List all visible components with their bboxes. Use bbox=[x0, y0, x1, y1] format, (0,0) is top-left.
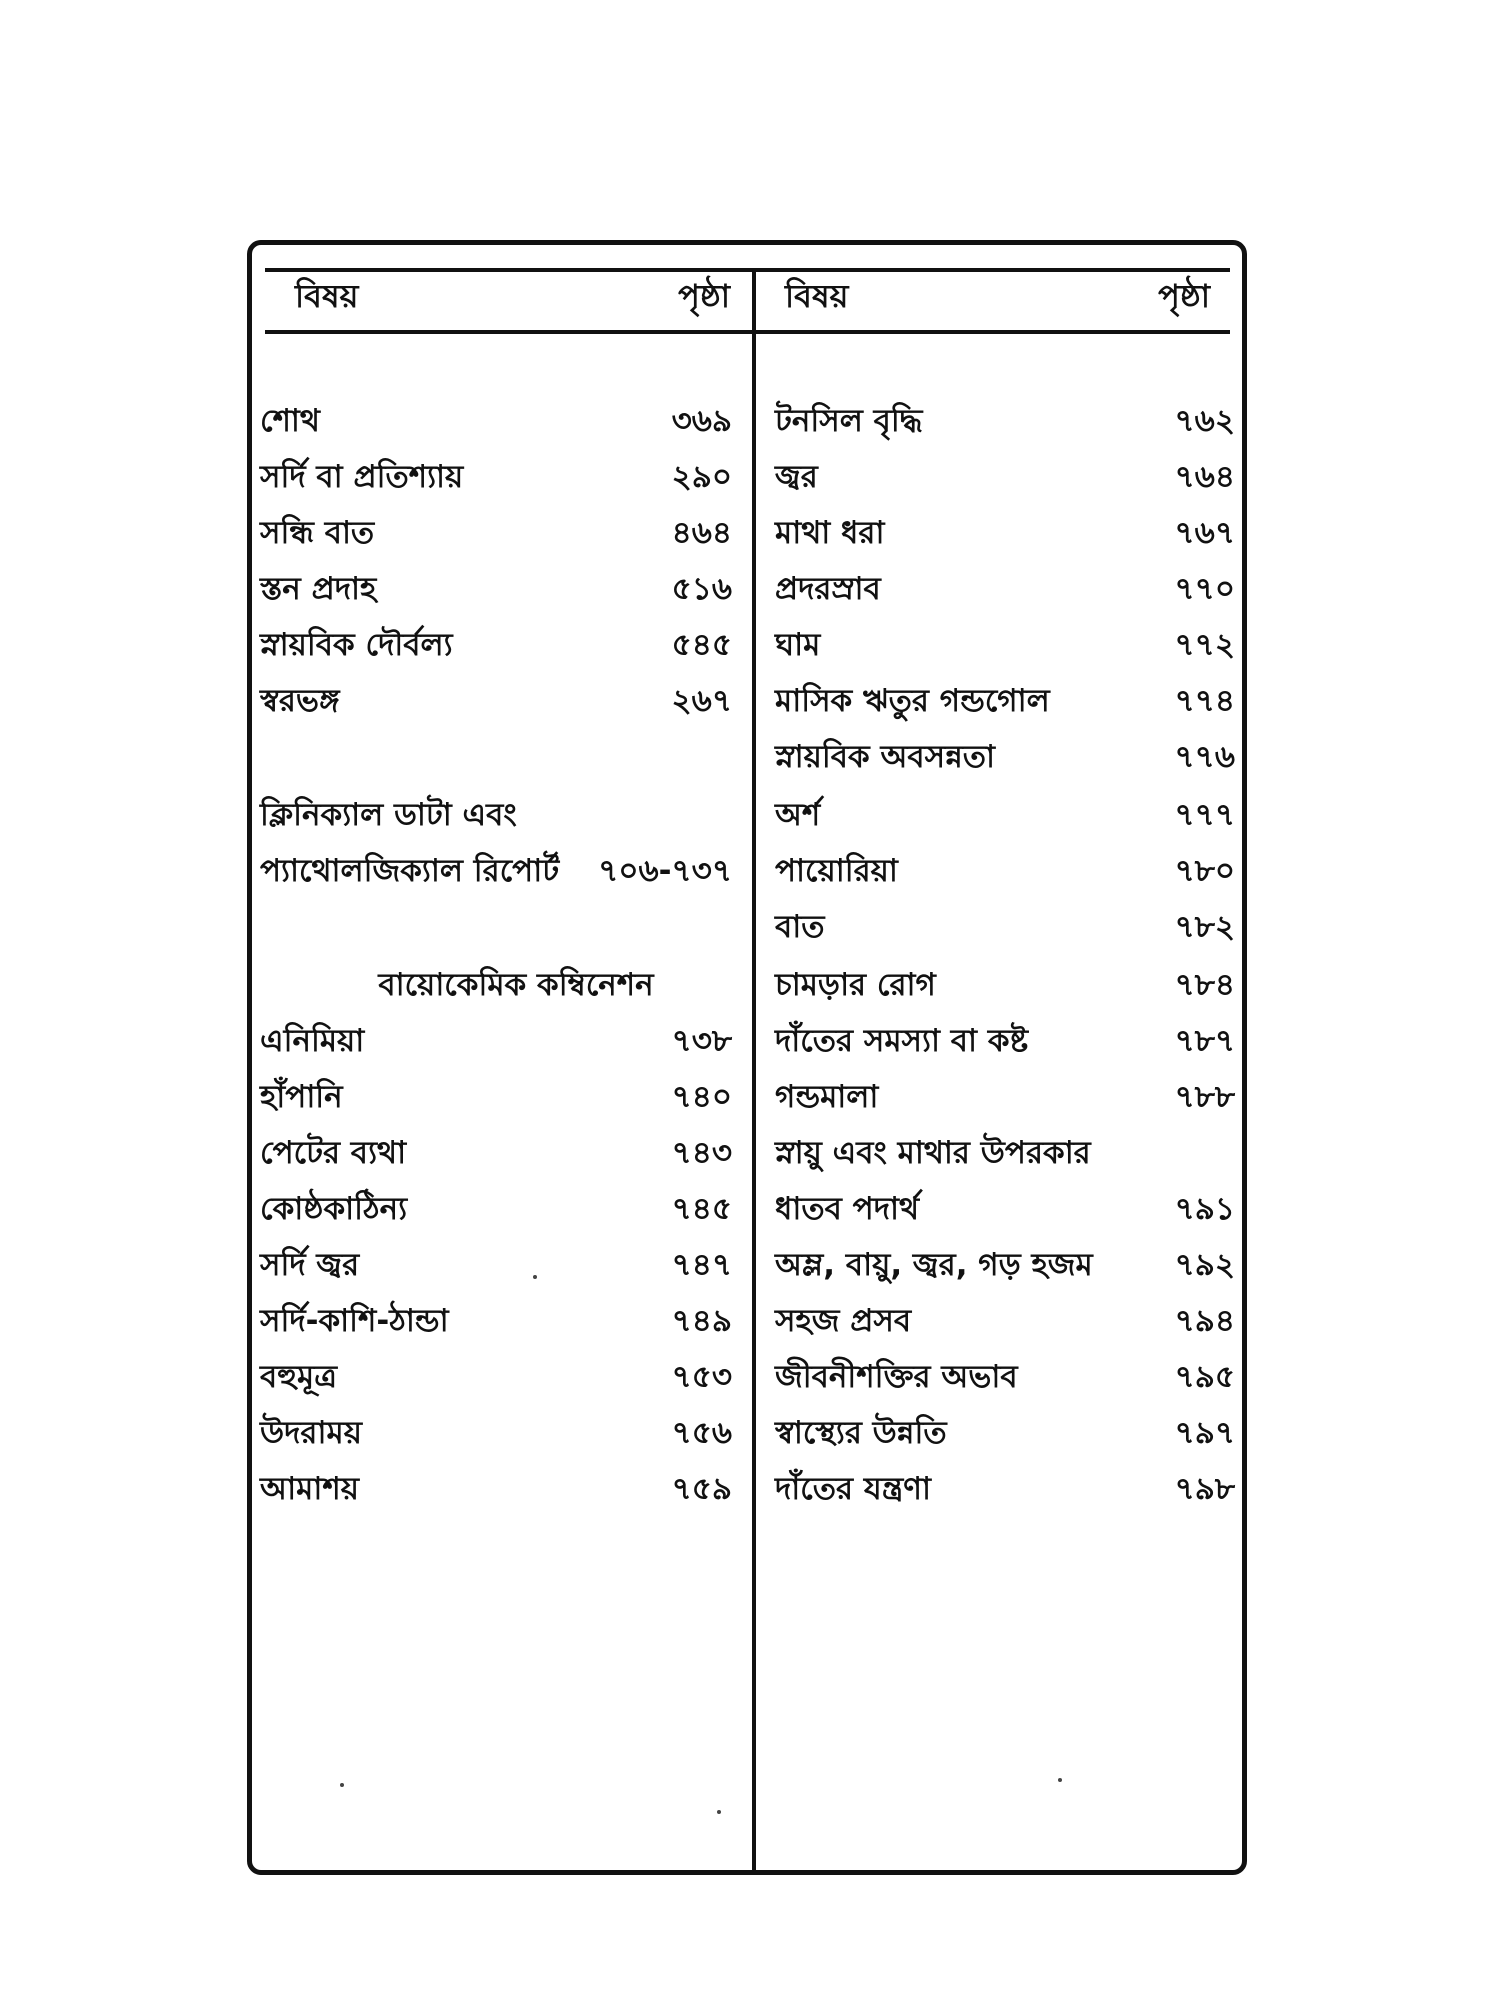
entry-page: ৭৮২ bbox=[1174, 908, 1235, 945]
entry-subject: মাথা ধরা bbox=[775, 514, 885, 551]
list-item bbox=[775, 1240, 1235, 1290]
entry-page: ৭৬৪ bbox=[1174, 458, 1235, 495]
left-column bbox=[260, 0, 732, 2000]
entry-page: ৭৫৩ bbox=[671, 1358, 732, 1395]
list-item bbox=[775, 676, 1235, 726]
section-heading-text: বায়োকেমিক কম্বিনেশন bbox=[378, 966, 654, 1003]
entry-subject: অম্ল, বায়ু, জ্বর, গড় হজম bbox=[775, 1246, 1093, 1283]
column-divider bbox=[752, 268, 756, 1870]
entry-subject: সহজ প্রসব bbox=[775, 1302, 912, 1339]
entry-subject: দাঁতের সমস্যা বা কষ্ট bbox=[775, 1022, 1029, 1059]
entry-page: ৭৮৮ bbox=[1174, 1078, 1235, 1115]
list-item bbox=[260, 1016, 732, 1066]
list-item bbox=[260, 508, 732, 558]
entry-subject: বাত bbox=[775, 908, 825, 945]
list-item bbox=[775, 1296, 1235, 1346]
entry-page: ৭৭৪ bbox=[1174, 682, 1235, 719]
entry-subject: স্তন প্রদাহ bbox=[260, 570, 377, 607]
list-item bbox=[775, 564, 1235, 614]
entry-page: ৭৪০ bbox=[671, 1078, 732, 1115]
list-item bbox=[260, 1464, 732, 1514]
list-item bbox=[260, 676, 732, 726]
entry-subject: স্নায়বিক অবসন্নতা bbox=[775, 738, 996, 775]
entry-subject: সন্ধি বাত bbox=[260, 514, 375, 551]
list-item bbox=[775, 452, 1235, 502]
entry-page: ৭৭০ bbox=[1174, 570, 1235, 607]
list-item bbox=[775, 620, 1235, 670]
entry-subject: ধাতব পদার্থ bbox=[775, 1190, 920, 1227]
list-item bbox=[260, 1296, 732, 1346]
entry-page: ৭৯১ bbox=[1174, 1190, 1235, 1227]
list-item bbox=[775, 790, 1235, 840]
list-item bbox=[260, 564, 732, 614]
entry-page: ৭৯৭ bbox=[1174, 1414, 1235, 1451]
list-item bbox=[775, 960, 1235, 1010]
entry-page: ৭৩৮ bbox=[671, 1022, 732, 1059]
list-item bbox=[260, 846, 732, 896]
list-item bbox=[775, 732, 1235, 782]
left-page-heading: পৃষ্ঠা bbox=[678, 277, 730, 315]
list-item bbox=[260, 1240, 732, 1290]
entry-subject: স্বরভঙ্গ bbox=[260, 682, 340, 719]
list-item bbox=[260, 1408, 732, 1458]
entry-subject: চামড়ার রোগ bbox=[775, 966, 936, 1003]
entry-subject: অর্শ bbox=[775, 796, 821, 833]
entry-subject: প্যাথোলজিক্যাল রিপোর্ট bbox=[260, 852, 560, 889]
scan-speck bbox=[717, 1810, 721, 1814]
entry-page: ৫৪৫ bbox=[671, 626, 732, 663]
entry-subject: পায়োরিয়া bbox=[775, 852, 898, 889]
list-item bbox=[775, 1352, 1235, 1402]
entry-subject: এনিমিয়া bbox=[260, 1022, 365, 1059]
list-item bbox=[775, 1184, 1235, 1234]
scan-speck bbox=[1058, 1778, 1062, 1782]
entry-page: ২৯০ bbox=[671, 458, 732, 495]
entry-subject: কোষ্ঠকাঠিন্য bbox=[260, 1190, 408, 1227]
list-item bbox=[260, 396, 732, 446]
entry-page: ৭৫৬ bbox=[671, 1414, 732, 1451]
entry-subject: মাসিক ঋতুর গন্ডগোল bbox=[775, 682, 1050, 719]
entry-page: ৭৫৯ bbox=[671, 1470, 732, 1507]
entry-page: ৭৪৭ bbox=[671, 1246, 732, 1283]
list-item bbox=[775, 1128, 1235, 1178]
entry-subject: স্নায়বিক দৌর্বল্য bbox=[260, 626, 453, 663]
entry-page: ৪৬৪ bbox=[671, 514, 732, 551]
section-heading bbox=[260, 960, 732, 1010]
entry-page: ৩৬৯ bbox=[671, 402, 732, 439]
entry-page: ৭৯৪ bbox=[1174, 1302, 1235, 1339]
list-item bbox=[775, 508, 1235, 558]
list-item bbox=[260, 1352, 732, 1402]
list-item bbox=[775, 1016, 1235, 1066]
list-item bbox=[260, 1184, 732, 1234]
entry-page: ৭৭৬ bbox=[1174, 738, 1235, 775]
entry-subject: শোথ bbox=[260, 402, 320, 439]
scan-speck bbox=[340, 1783, 344, 1787]
entry-page: ৭৬২ bbox=[1174, 402, 1235, 439]
right-page-heading: পৃষ্ঠা bbox=[1158, 277, 1210, 315]
entry-page: ৭৯৮ bbox=[1174, 1470, 1235, 1507]
entry-page: ৭৯২ bbox=[1174, 1246, 1235, 1283]
right-subject-heading: বিষয় bbox=[785, 277, 849, 315]
entry-subject: উদরাময় bbox=[260, 1414, 362, 1451]
entry-subject: সর্দি-কাশি-ঠান্ডা bbox=[260, 1302, 449, 1339]
entry-subject: হাঁপানি bbox=[260, 1078, 343, 1115]
entry-subject: জীবনীশক্তির অভাব bbox=[775, 1358, 1018, 1395]
entry-page: ২৬৭ bbox=[671, 682, 732, 719]
entry-page: ৫১৬ bbox=[671, 570, 732, 607]
entry-page: ৭৪৩ bbox=[671, 1134, 732, 1171]
scan-speck bbox=[533, 1275, 537, 1279]
list-item bbox=[260, 620, 732, 670]
entry-page: ৭৮৪ bbox=[1174, 966, 1235, 1003]
entry-subject: স্বাস্থ্যের উন্নতি bbox=[775, 1414, 947, 1451]
entry-subject: গন্ডমালা bbox=[775, 1078, 879, 1115]
entry-subject: আমাশয় bbox=[260, 1470, 359, 1507]
entry-subject: ঘাম bbox=[775, 626, 821, 663]
entry-subject: স্নায়ু এবং মাথার উপরকার bbox=[775, 1134, 1091, 1171]
entry-subject: প্রদরস্রাব bbox=[775, 570, 881, 607]
entry-page: ৭৭৭ bbox=[1174, 796, 1235, 833]
entry-subject: দাঁতের যন্ত্রণা bbox=[775, 1470, 931, 1507]
list-item bbox=[260, 790, 732, 840]
entry-subject: বহুমূত্র bbox=[260, 1358, 338, 1395]
list-item bbox=[260, 452, 732, 502]
list-item bbox=[260, 1128, 732, 1178]
entry-page: ৭৭২ bbox=[1174, 626, 1235, 663]
entry-page: ৭৯৫ bbox=[1174, 1358, 1235, 1395]
list-item bbox=[775, 1408, 1235, 1458]
entry-subject: সর্দি বা প্রতিশ্যায় bbox=[260, 458, 464, 495]
entry-subject: পেটের ব্যথা bbox=[260, 1134, 407, 1171]
right-column bbox=[775, 0, 1235, 2000]
entry-page: ৭৮০ bbox=[1174, 852, 1235, 889]
entry-page: ৭৪৫ bbox=[671, 1190, 732, 1227]
list-item bbox=[775, 846, 1235, 896]
entry-subject: জ্বর bbox=[775, 458, 818, 495]
entry-page: ৭৬৭ bbox=[1174, 514, 1235, 551]
entry-page: ৭৪৯ bbox=[671, 1302, 732, 1339]
entry-subject: সর্দি জ্বর bbox=[260, 1246, 360, 1283]
entry-page: ৭০৬-৭৩৭ bbox=[598, 852, 732, 889]
list-item bbox=[775, 1072, 1235, 1122]
list-item bbox=[260, 1072, 732, 1122]
list-item bbox=[775, 902, 1235, 952]
list-item bbox=[775, 396, 1235, 446]
list-item bbox=[775, 1464, 1235, 1514]
entry-subject: টনসিল বৃদ্ধি bbox=[775, 402, 923, 439]
entry-subject: ক্লিনিক্যাল ডাটা এবং bbox=[260, 796, 517, 833]
left-subject-heading: বিষয় bbox=[295, 277, 359, 315]
entry-page: ৭৮৭ bbox=[1174, 1022, 1235, 1059]
